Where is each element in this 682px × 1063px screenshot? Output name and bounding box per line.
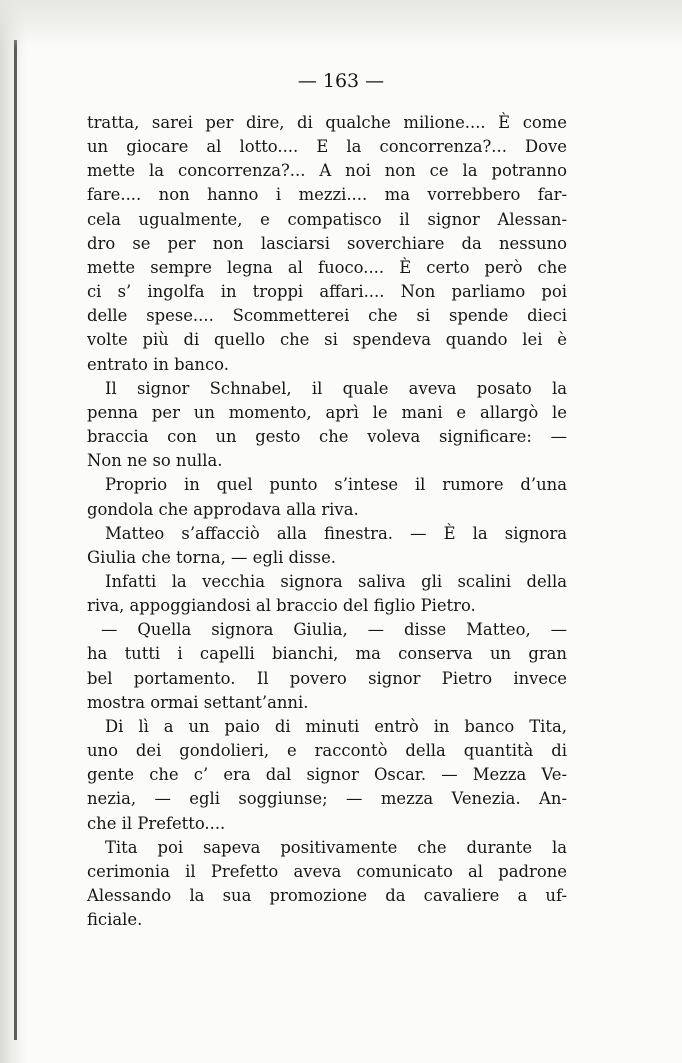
text-line: mostra ormai settant’anni. — [87, 692, 309, 712]
text-line: ci s’ ingolfa in troppi affari.... Non parliamo poi — [87, 282, 567, 302]
text-line: Il signor Schnabel, il quale aveva posato la — [105, 378, 567, 398]
text-line: mette la concorrenza?... A noi non ce la potranno — [87, 161, 567, 181]
text-line: dro se per non lasciarsi soverchiare da nessuno — [87, 233, 567, 253]
text-line: Di lì a un paio di minuti entrò in banco Tita, — [105, 716, 567, 736]
text-line: riva, appoggiandosi al braccio del figlio Pietro. — [87, 596, 476, 616]
text-line: un giocare al lotto.... E la concorrenza?... Dove — [87, 137, 567, 157]
text-line: gondola che approdava alla riva. — [87, 499, 359, 519]
text-line: Alessando la sua promozione da cavaliere a uf- — [87, 886, 567, 905]
text-line: fare.... non hanno i mezzi.... ma vorrebbero far- — [87, 185, 567, 205]
text-line: Tita poi sapeva positivamente che durante la — [105, 837, 567, 857]
text-line: ha tutti i capelli bianchi, ma conserva un gran — [87, 644, 567, 664]
text-line: bel portamento. Il povero signor Pietro invece — [87, 668, 567, 688]
text-line: Matteo s’affacciò alla finestra. — È la signora — [105, 523, 567, 543]
text-line: braccia con un gesto che voleva significare: — — [87, 427, 567, 447]
text-line: nezia, — egli soggiunse; — mezza Venezia. An- — [87, 789, 567, 809]
text-line: penna per un momento, aprì le mani e allargò le — [87, 402, 567, 422]
page-number: — 163 — — [297, 70, 385, 92]
text-line: Infatti la vecchia signora saliva gli scalini della — [105, 571, 567, 591]
text-line: ficiale. — [87, 910, 143, 930]
page-spine-shadow — [0, 0, 26, 1063]
text-line: mette sempre legna al fuoco.... È certo però che — [87, 257, 567, 277]
text-line: Non ne so nulla. — [87, 451, 223, 471]
text-line: uno dei gondolieri, e raccontò della quantità di — [87, 741, 567, 761]
text-line: cela ugualmente, e compatisco il signor Alessan- — [87, 209, 567, 229]
text-line: entrato in banco. — [87, 354, 229, 374]
binding-edge-line — [14, 40, 17, 1040]
top-edge-shade — [0, 0, 682, 50]
text-line: volte più di quello che si spendeva quando lei è — [87, 330, 567, 350]
text-line: Proprio in quel punto s’intese il rumore d’una — [105, 475, 567, 495]
text-line: — Quella signora Giulia, — disse Matteo, — — [101, 620, 567, 640]
text-line: che il Prefetto.... — [87, 813, 226, 833]
text-line: gente che c’ era dal signor Oscar. — Mezza Ve- — [87, 765, 567, 785]
text-line: delle spese.... Scommetterei che si spende dieci — [87, 306, 567, 326]
text-line: tratta, sarei per dire, di qualche milione.... È come — [87, 113, 567, 132]
text-line: cerimonia il Prefetto aveva comunicato al padrone — [87, 861, 567, 881]
body-text — [87, 111, 567, 932]
text-line: Giulia che torna, — egli disse. — [87, 547, 336, 567]
